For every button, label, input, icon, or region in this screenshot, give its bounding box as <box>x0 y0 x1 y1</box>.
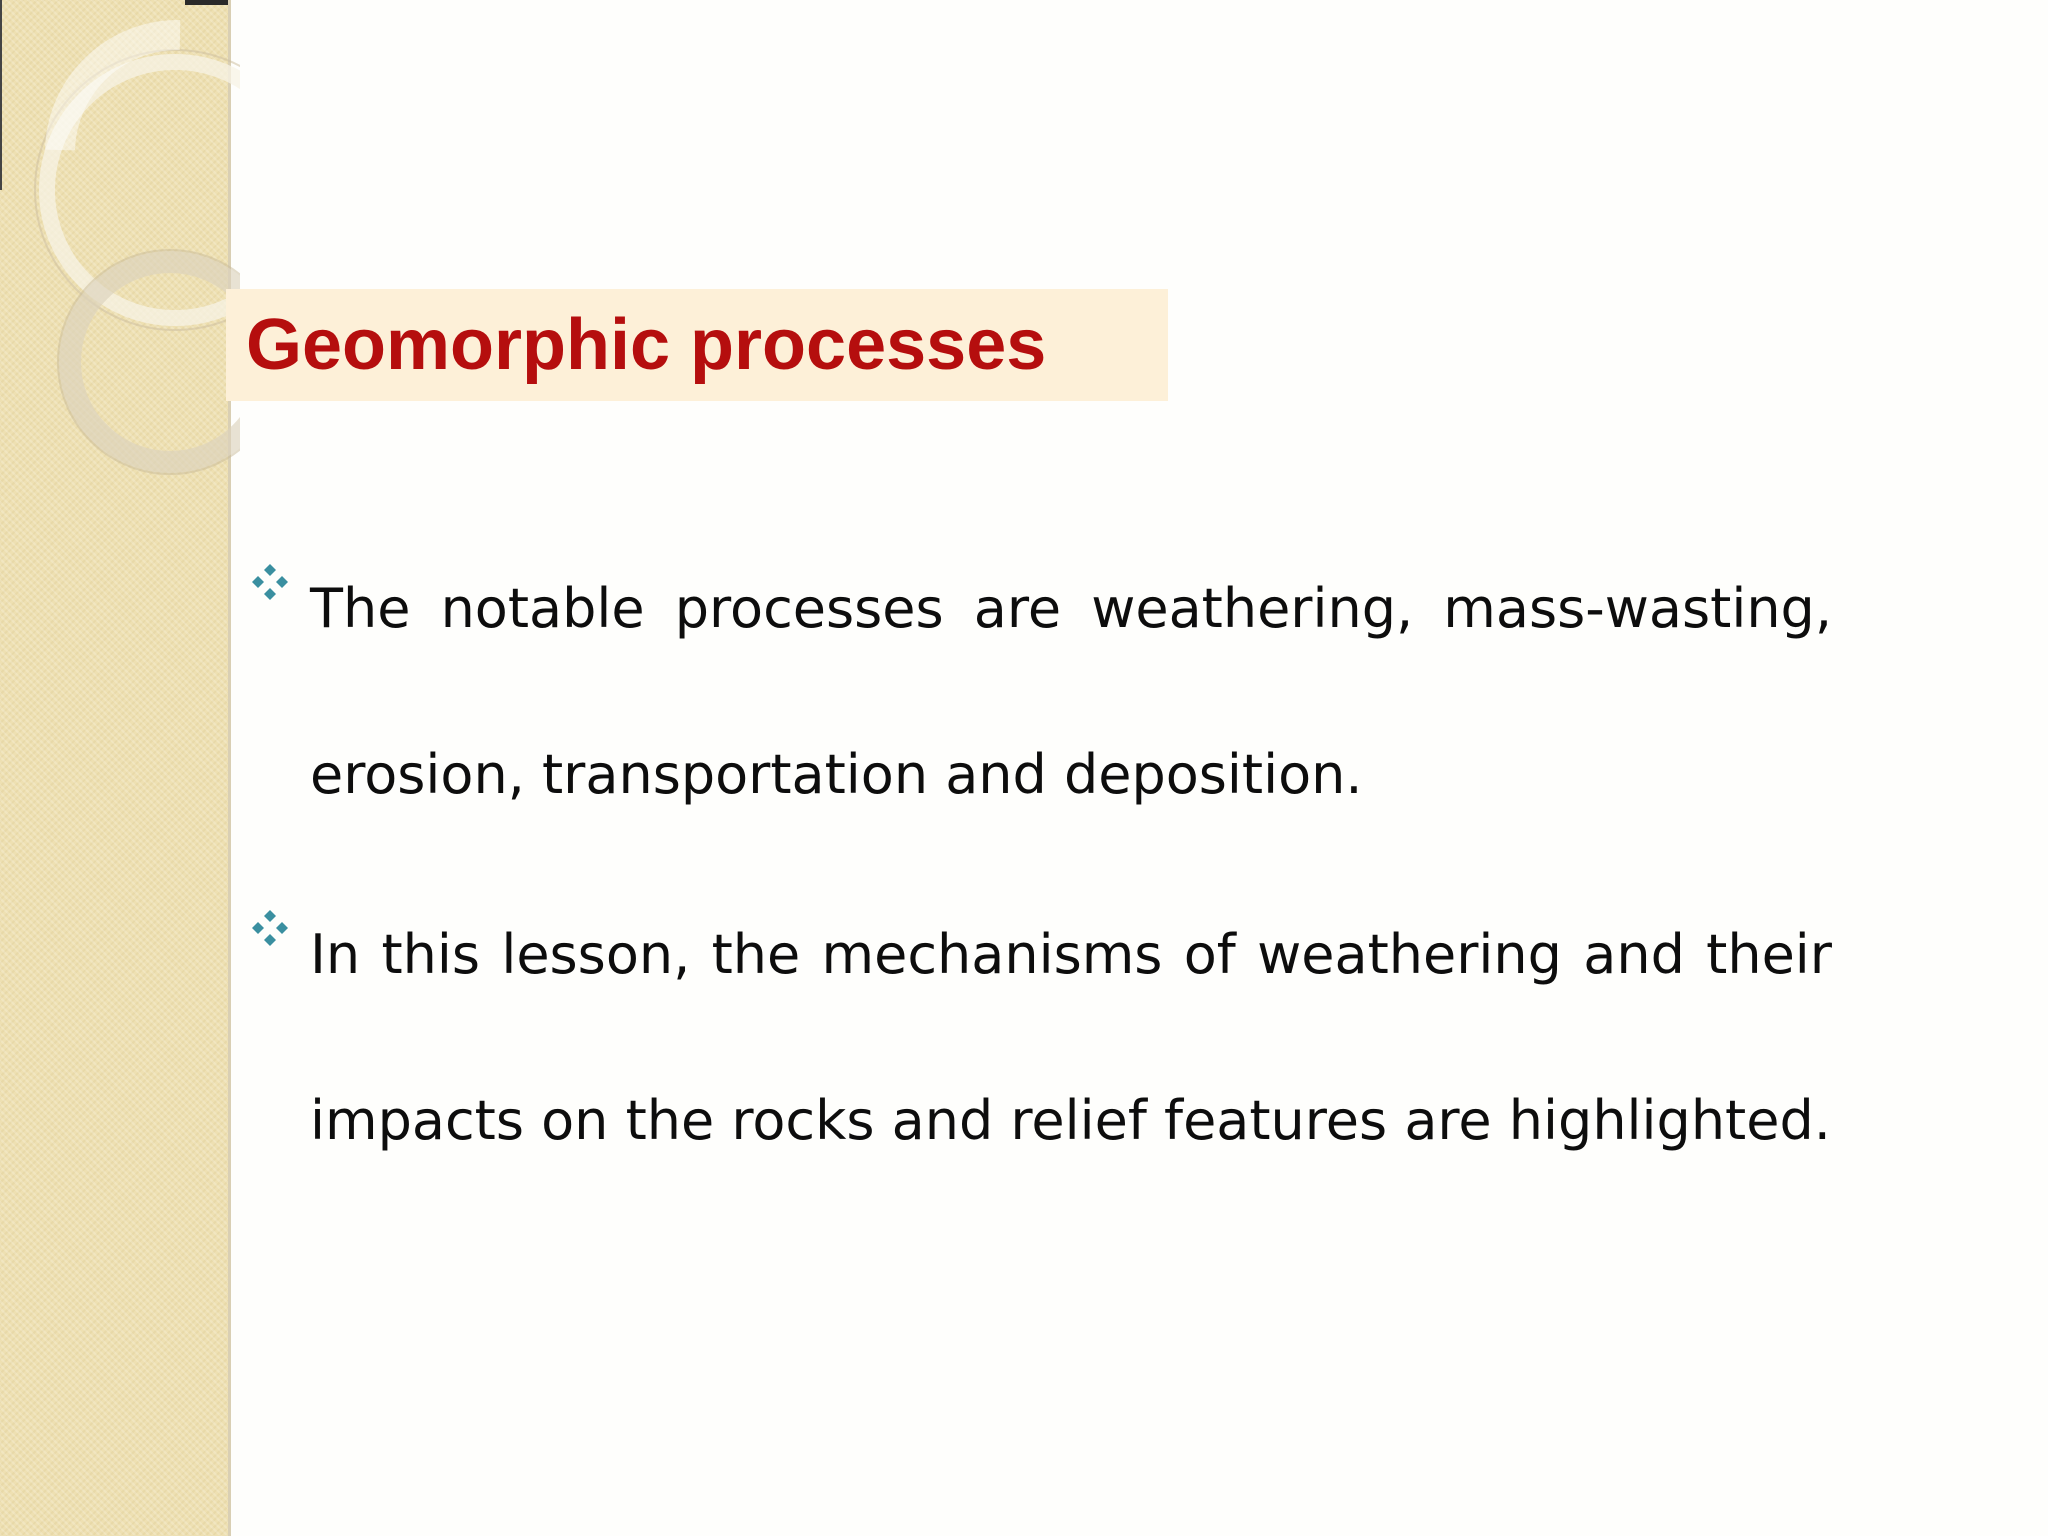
decorative-ring-highlight <box>60 35 180 150</box>
diamond-bullet-icon <box>250 908 290 948</box>
slide-title: Geomorphic processes <box>246 305 1047 385</box>
bullet-item <box>250 872 1832 1204</box>
bullet-item <box>250 526 1832 858</box>
decorative-rings <box>0 0 240 520</box>
decorative-ring-small <box>70 262 240 462</box>
bullet-list <box>250 526 1832 1218</box>
bullet-text: The notable processes are weathering, mass-wasting, erosion, transportation and deposition. <box>310 577 1832 806</box>
bullet-text: In this lesson, the mechanisms of weathering and their impacts on the rocks and relief features are highlighted. <box>310 923 1832 1152</box>
diamond-bullet-icon <box>250 562 290 602</box>
